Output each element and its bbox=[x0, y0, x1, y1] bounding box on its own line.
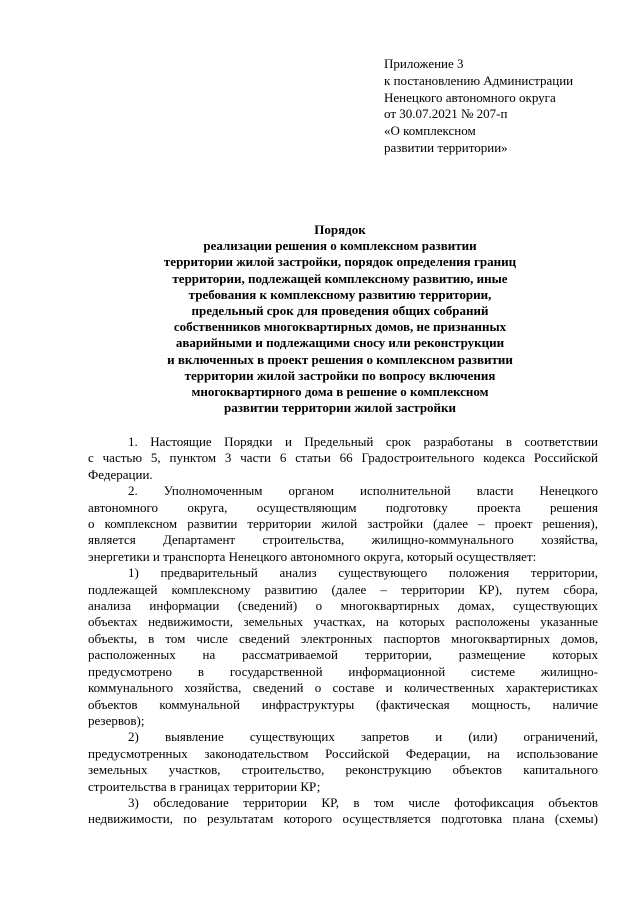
title-line: развитии территории жилой застройки bbox=[223, 400, 457, 416]
title-line: Порядок bbox=[314, 222, 366, 237]
body-line: резервов); bbox=[88, 712, 145, 728]
appendix-header bbox=[384, 56, 573, 157]
document-title bbox=[100, 222, 580, 416]
body-line: объектов коммунальной инфраструктуры (фактическая мощность, наличие bbox=[88, 696, 598, 712]
appendix-line: к постановлению Администрации bbox=[384, 72, 574, 88]
body-line: объектах недвижимости, земельных участках, на которых расположены указанные bbox=[88, 614, 598, 630]
body-line: объекты, в том числе сведений электронных паспортов многоквартирных домов, bbox=[88, 630, 598, 646]
body-line: автономного округа, осуществляющим подготовку проекта решения bbox=[88, 499, 598, 515]
body-line: предусмотренных законодательством Российской Федерации, на использование bbox=[88, 745, 598, 761]
body-line: предусмотрено в государственной информационной системе жилищно- bbox=[88, 663, 598, 679]
title-line: реализации решения о комплексном развитии bbox=[203, 238, 477, 254]
appendix-line: Ненецкого автономного округа bbox=[384, 89, 556, 105]
body-line: 3) обследование территории КР, в том числе фотофиксация объектов bbox=[128, 794, 598, 810]
body-line: 2. Уполномоченным органом исполнительной власти Ненецкого bbox=[128, 483, 598, 499]
body-line: строительства в границах территории КР; bbox=[88, 778, 321, 794]
body-line: энергетики и транспорта Ненецкого автономного округа, который осуществляет: bbox=[88, 548, 537, 564]
title-line: многоквартирного дома в решение о комплексном bbox=[191, 384, 489, 400]
body-line: с частью 5, пунктом 3 части 6 статьи 66 Градостроительного кодекса Российской bbox=[88, 450, 598, 466]
document-body bbox=[88, 434, 598, 828]
body-line: 1) предварительный анализ существующего положения территории, bbox=[128, 565, 598, 581]
body-line: подлежащей комплексному развитию (далее – территории КР), путем сбора, bbox=[88, 581, 598, 597]
body-line: недвижимости, по результатам которого осуществляется подготовка плана (схемы) bbox=[88, 811, 598, 827]
body-line: является Департамент строительства, жилищно-коммунального хозяйства, bbox=[88, 532, 598, 548]
title-line: территории, подлежащей комплексному развитию, иные bbox=[172, 270, 508, 286]
title-line: аварийными и подлежащими сносу или реконструкции bbox=[175, 335, 505, 351]
title-line: предельный срок для проведения общих собраний bbox=[191, 303, 489, 319]
title-line: территории жилой застройки по вопросу включения bbox=[184, 367, 496, 383]
title-line: территории жилой застройки, порядок определения границ bbox=[163, 254, 517, 270]
body-line: 2) выявление существующих запретов и (или) ограничений, bbox=[128, 729, 598, 745]
title-line: собственников многоквартирных домов, не признанных bbox=[173, 319, 507, 335]
body-line: анализа информации (сведений) о многоквартирных домах, существующих bbox=[88, 598, 598, 614]
appendix-line: «О комплексном bbox=[384, 123, 476, 139]
title-line: и включенных в проект решения о комплексном развитии bbox=[167, 351, 513, 367]
body-line: Федерации. bbox=[88, 466, 153, 482]
appendix-line: развитии территории» bbox=[384, 139, 508, 155]
appendix-line: от 30.07.2021 № 207-п bbox=[384, 106, 508, 122]
body-line: коммунального хозяйства, сведений о составе и количественных характеристиках bbox=[88, 680, 598, 696]
body-line: о комплексном развитии территории жилой застройки (далее – проект решения), bbox=[88, 516, 598, 532]
appendix-line: Приложение 3 bbox=[384, 56, 464, 71]
body-line: расположенных на рассматриваемой территории, размещение которых bbox=[88, 647, 598, 663]
title-line: требования к комплексному развитию территории, bbox=[188, 286, 492, 302]
body-line: 1. Настоящие Порядки и Предельный срок разработаны в соответствии bbox=[128, 434, 598, 449]
body-line: земельных участков, строительство, реконструкцию объектов капитального bbox=[88, 762, 598, 778]
